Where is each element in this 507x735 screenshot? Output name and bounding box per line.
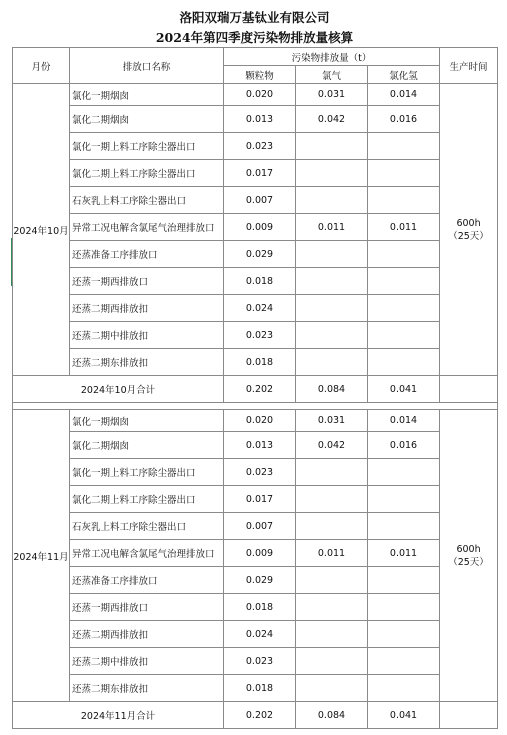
- hcl-cell: 0.014: [368, 84, 440, 106]
- chlorine-cell: [296, 187, 368, 214]
- outlet-name-cell: 还蒸准备工序排放口: [70, 241, 224, 268]
- outlet-name-cell: 异常工况电解含氯尾气治理排放口: [70, 214, 224, 241]
- hcl-cell: [368, 648, 440, 675]
- outlet-name-cell: 氯化二期上料工序除尘器出口: [70, 160, 224, 187]
- chlorine-cell: [296, 268, 368, 295]
- hcl-cell: [368, 133, 440, 160]
- chlorine-cell: [296, 594, 368, 621]
- chlorine-cell: 0.011: [296, 540, 368, 567]
- particulate-cell: 0.024: [224, 295, 296, 322]
- month-cell: 2024年11月: [13, 410, 70, 702]
- particulate-cell: 0.007: [224, 513, 296, 540]
- outlet-name-cell: 还蒸二期中排放扣: [70, 322, 224, 349]
- chlorine-cell: [296, 648, 368, 675]
- particulate-cell: 0.009: [224, 214, 296, 241]
- hcl-cell: [368, 349, 440, 376]
- hcl-cell: [368, 241, 440, 268]
- table-row: [13, 349, 498, 376]
- outlet-name-cell: 还蒸二期东排放扣: [70, 349, 224, 376]
- particulate-cell: 0.018: [224, 349, 296, 376]
- particulate-cell: 0.029: [224, 241, 296, 268]
- outlet-name-cell: 氯化二期烟囱: [70, 106, 224, 133]
- header-particulate: 颗粒物: [224, 66, 296, 84]
- total-particulate-cell: 0.202: [224, 376, 296, 403]
- hcl-cell: [368, 459, 440, 486]
- table-row: [13, 410, 498, 432]
- outlet-name-cell: 石灰乳上料工序除尘器出口: [70, 187, 224, 214]
- hcl-cell: 0.011: [368, 214, 440, 241]
- month-cell: 2024年10月: [13, 84, 70, 376]
- chlorine-cell: [296, 513, 368, 540]
- hcl-cell: [368, 567, 440, 594]
- hcl-cell: [368, 268, 440, 295]
- chlorine-cell: [296, 621, 368, 648]
- total-particulate-cell: 0.202: [224, 702, 296, 729]
- table-row: [13, 540, 498, 567]
- outlet-name-cell: 异常工况电解含氯尾气治理排放口: [70, 540, 224, 567]
- production-time-cell: 600h （25天）: [440, 410, 498, 702]
- total-row: [13, 376, 498, 403]
- header-chlorine: 氯气: [296, 66, 368, 84]
- total-row: [13, 702, 498, 729]
- particulate-cell: 0.009: [224, 540, 296, 567]
- section-gap-cell: [13, 403, 498, 410]
- header-production-time: 生产时间: [440, 48, 498, 84]
- chlorine-cell: [296, 567, 368, 594]
- total-label-cell: 2024年11月合计: [13, 702, 224, 729]
- outlet-name-cell: 还蒸二期东排放扣: [70, 675, 224, 702]
- document-title: 洛阳双瑞万基钛业有限公司: [179, 10, 330, 25]
- hcl-cell: [368, 160, 440, 187]
- hcl-cell: [368, 513, 440, 540]
- emission-table: [12, 47, 498, 729]
- particulate-cell: 0.023: [224, 648, 296, 675]
- chlorine-cell: [296, 349, 368, 376]
- outlet-name-cell: 还蒸一期西排放口: [70, 594, 224, 621]
- table-row: [13, 295, 498, 322]
- table-row: [13, 214, 498, 241]
- chlorine-cell: [296, 295, 368, 322]
- hcl-cell: 0.016: [368, 106, 440, 133]
- outlet-name-cell: 还蒸二期西排放扣: [70, 295, 224, 322]
- production-time-cell: 600h （25天）: [440, 84, 498, 376]
- chlorine-cell: [296, 160, 368, 187]
- total-empty-cell: [440, 702, 498, 729]
- header-outlet: 排放口名称: [70, 48, 224, 84]
- table-row: [13, 432, 498, 459]
- total-chlorine-cell: 0.084: [296, 702, 368, 729]
- table-row: [13, 567, 498, 594]
- particulate-cell: 0.018: [224, 675, 296, 702]
- particulate-cell: 0.024: [224, 621, 296, 648]
- table-row: [13, 133, 498, 160]
- chlorine-cell: [296, 459, 368, 486]
- table-body: [13, 84, 498, 729]
- table-row: [13, 241, 498, 268]
- particulate-cell: 0.018: [224, 268, 296, 295]
- particulate-cell: 0.007: [224, 187, 296, 214]
- table-row: [13, 106, 498, 133]
- particulate-cell: 0.023: [224, 133, 296, 160]
- particulate-cell: 0.029: [224, 567, 296, 594]
- outlet-name-cell: 氯化一期烟囱: [70, 410, 224, 432]
- chlorine-cell: [296, 675, 368, 702]
- chlorine-cell: 0.042: [296, 432, 368, 459]
- particulate-cell: 0.023: [224, 459, 296, 486]
- table-row: [13, 160, 498, 187]
- particulate-cell: 0.013: [224, 432, 296, 459]
- header-month: 月份: [13, 48, 70, 84]
- particulate-cell: 0.023: [224, 322, 296, 349]
- total-empty-cell: [440, 376, 498, 403]
- outlet-name-cell: 氯化二期上料工序除尘器出口: [70, 486, 224, 513]
- outlet-name-cell: 氯化一期上料工序除尘器出口: [70, 459, 224, 486]
- document-subtitle: 2024年第四季度污染物排放量核算: [155, 30, 354, 45]
- chlorine-cell: [296, 322, 368, 349]
- hcl-cell: 0.016: [368, 432, 440, 459]
- table-row: [13, 322, 498, 349]
- outlet-name-cell: 氯化二期烟囱: [70, 432, 224, 459]
- total-chlorine-cell: 0.084: [296, 376, 368, 403]
- particulate-cell: 0.017: [224, 160, 296, 187]
- particulate-cell: 0.013: [224, 106, 296, 133]
- section-gap-row: [13, 403, 498, 410]
- table-row: [13, 513, 498, 540]
- total-hcl-cell: 0.041: [368, 702, 440, 729]
- particulate-cell: 0.018: [224, 594, 296, 621]
- hcl-cell: [368, 187, 440, 214]
- particulate-cell: 0.017: [224, 486, 296, 513]
- outlet-name-cell: 还蒸二期中排放扣: [70, 648, 224, 675]
- hcl-cell: [368, 675, 440, 702]
- chlorine-cell: 0.031: [296, 410, 368, 432]
- outlet-name-cell: 氯化一期烟囱: [70, 84, 224, 106]
- chlorine-cell: [296, 486, 368, 513]
- chlorine-cell: [296, 133, 368, 160]
- chlorine-cell: 0.031: [296, 84, 368, 106]
- outlet-name-cell: 还蒸二期西排放扣: [70, 621, 224, 648]
- chlorine-cell: 0.011: [296, 214, 368, 241]
- table-row: [13, 459, 498, 486]
- header-group: 污染物排放量（t）: [224, 48, 440, 66]
- particulate-cell: 0.020: [224, 84, 296, 106]
- outlet-name-cell: 还蒸准备工序排放口: [70, 567, 224, 594]
- hcl-cell: [368, 322, 440, 349]
- table-row: [13, 648, 498, 675]
- outlet-name-cell: 氯化一期上料工序除尘器出口: [70, 133, 224, 160]
- table-row: [13, 187, 498, 214]
- table-row: [13, 594, 498, 621]
- outlet-name-cell: 石灰乳上料工序除尘器出口: [70, 513, 224, 540]
- header-hcl: 氯化氢: [368, 66, 440, 84]
- table-row: [13, 621, 498, 648]
- hcl-cell: [368, 295, 440, 322]
- total-label-cell: 2024年10月合计: [13, 376, 224, 403]
- table-row: [13, 486, 498, 513]
- hcl-cell: [368, 621, 440, 648]
- outlet-name-cell: 还蒸一期西排放口: [70, 268, 224, 295]
- table-row: [13, 268, 498, 295]
- chlorine-cell: 0.042: [296, 106, 368, 133]
- chlorine-cell: [296, 241, 368, 268]
- table-row: [13, 675, 498, 702]
- total-hcl-cell: 0.041: [368, 376, 440, 403]
- hcl-cell: [368, 486, 440, 513]
- hcl-cell: [368, 594, 440, 621]
- hcl-cell: 0.014: [368, 410, 440, 432]
- particulate-cell: 0.020: [224, 410, 296, 432]
- hcl-cell: 0.011: [368, 540, 440, 567]
- table-row: [13, 84, 498, 106]
